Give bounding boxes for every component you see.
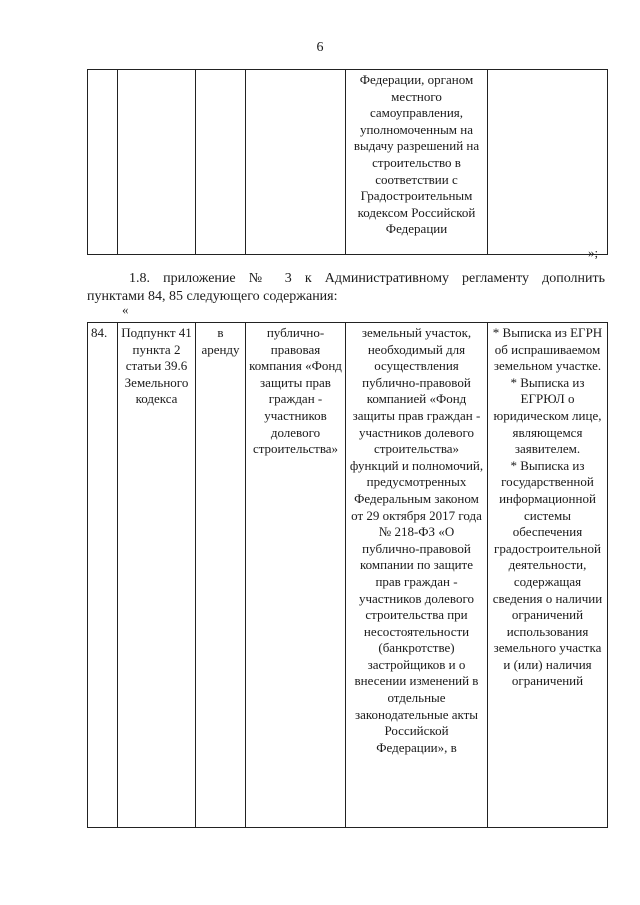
table-cell	[196, 70, 246, 255]
documents-cell	[488, 323, 608, 828]
table-cell	[246, 70, 346, 255]
document-item: * Выписка из государственной информационной системы обеспечения градостроительной деятельности, содержащая сведения о наличии ограничений использования земельного участка и (или) наличия ограничений	[492, 457, 603, 689]
table-cell: Федерации, органом местного самоуправления, уполномоченным на выдачу разрешений на строительство в соответствии с Градостроительным кодексом Российской Федерации	[346, 70, 488, 255]
table-row	[88, 323, 608, 828]
grant-type-cell: в аренду	[196, 323, 246, 828]
purpose-cell: земельный участок, необходимый для осуществления публично-правовой компанией «Фонд защиты прав граждан - участников долевого строительства» функций и полномочий, предусмотренных Федеральным законом от 29 октября 2017 года № 218-ФЗ «О публично-правовой компании по защите прав граждан - участников долевого строительства при несостоятельности (банкротстве) застройщиков и о внесении изменений в отдельные законодательные акты Российской Федерации», в	[346, 323, 488, 828]
open-quote: «	[122, 302, 129, 317]
table-cell	[88, 70, 118, 255]
document-item: * Выписка из ЕГРЮЛ о юридическом лице, являющемся заявителем.	[493, 374, 602, 457]
page-number: 6	[316, 40, 324, 55]
table-cell	[488, 70, 608, 255]
regulation-table	[87, 322, 608, 828]
close-quote: »;	[588, 245, 599, 260]
table-cell	[118, 70, 196, 255]
table-row	[88, 70, 608, 255]
document-item: * Выписка из ЕГРН об испрашиваемом земельном участке.	[492, 325, 603, 374]
applicant-cell: публично-правовая компания «Фонд защиты прав граждан - участников долевого строительства»	[246, 323, 346, 828]
continuation-table	[87, 69, 608, 255]
paragraph-line-1: 1.8. приложение № 3 к Административному регламенту дополнить	[129, 271, 605, 286]
legal-basis-cell: Подпункт 41 пункта 2 статьи 39.6 Земельного кодекса	[118, 323, 196, 828]
paragraph-line-2: пунктами 84, 85 следующего содержания:	[87, 289, 338, 304]
row-number: 84.	[88, 323, 118, 828]
